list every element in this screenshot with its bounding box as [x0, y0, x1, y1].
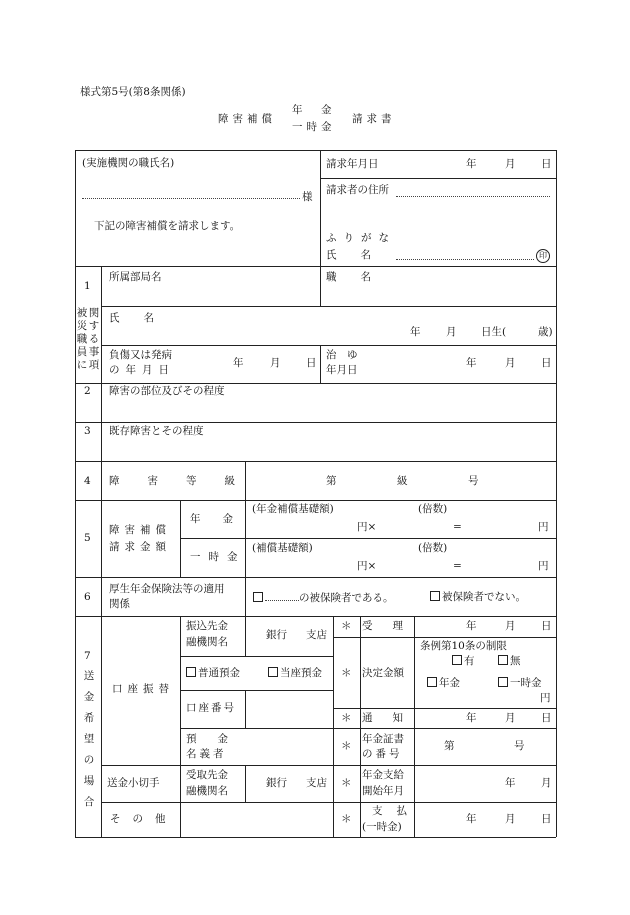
section4-label: 障害等級	[109, 475, 263, 487]
payment-label-1: 支払	[372, 805, 421, 817]
lumpsum-multiplier-label: (倍数)	[418, 542, 448, 554]
decision-pension-option[interactable]: 年金	[427, 677, 460, 690]
section1-number: 1	[84, 280, 91, 292]
requester-name-label: 氏名	[326, 249, 395, 261]
section4-number: 4	[84, 475, 91, 487]
dept-label: 所属部局名	[109, 271, 162, 283]
pension-equals: =	[453, 521, 462, 533]
birth-day: 日生(	[481, 326, 507, 338]
checking-checkbox[interactable]	[268, 667, 278, 677]
limit-no-checkbox[interactable]	[498, 655, 508, 665]
other-label: その他	[110, 813, 178, 825]
lumpsum-base-label: (補償基礎額)	[252, 542, 313, 554]
account-holder-label-2: 名義者	[186, 748, 227, 760]
request-month: 月	[505, 158, 516, 170]
start-year: 年	[505, 777, 516, 789]
limit-label: 条例第10条の制限	[420, 640, 507, 652]
insured-checkbox[interactable]	[253, 592, 263, 602]
start-label-2: 開始年月	[362, 785, 404, 797]
form-title-right: 請求書	[352, 113, 396, 125]
not-insured-option[interactable]: 被保険者でない。	[430, 591, 526, 604]
injury-day-label: 日	[306, 357, 317, 369]
section3-number: 3	[84, 425, 91, 437]
section2-number: 2	[84, 385, 91, 397]
receipt-year: 年	[466, 620, 477, 632]
account-holder-label-1: 預 金	[186, 733, 228, 745]
lumpsum-yen-x: 円×	[357, 560, 377, 572]
transfer-bank-suffix: 銀行	[266, 629, 287, 641]
section5-lumpsum-label: 一時金	[190, 551, 246, 563]
notice-label: 通知	[362, 712, 423, 724]
transfer-branch-suffix: 支店	[306, 629, 327, 641]
section2-label: 障害の部位及びその程度	[109, 385, 225, 397]
payment-label-2: (一時金)	[362, 821, 402, 833]
injury-date-label-1: 負傷又は発病	[109, 349, 172, 361]
request-year: 年	[466, 158, 477, 170]
section5-number: 5	[84, 532, 91, 544]
decision-lumpsum-checkbox[interactable]	[498, 677, 508, 687]
limit-yes-checkbox[interactable]	[452, 655, 462, 665]
payment-asterisk: ＊	[341, 813, 352, 825]
decision-label: 決定金額	[362, 667, 404, 679]
heal-day-label: 日	[541, 357, 552, 369]
birth-year: 年	[410, 326, 421, 338]
sama-suffix: 様	[302, 191, 313, 203]
payment-year: 年	[466, 813, 477, 825]
post-label: 職名	[326, 271, 395, 283]
request-text: 下記の障害補償を請求します。	[94, 220, 241, 232]
grade-kyu: 級	[397, 475, 408, 487]
decision-pension-checkbox[interactable]	[427, 677, 437, 687]
grade-dai: 第	[326, 475, 337, 487]
start-asterisk: ＊	[341, 777, 352, 789]
section6-label-1: 厚生年金保険法等の適用	[109, 583, 225, 595]
form-title-left: 障害補償	[218, 113, 276, 125]
notice-asterisk: ＊	[341, 712, 352, 724]
furigana-label: ふりがな	[326, 232, 396, 244]
form-title-lumpsum: 一時金	[292, 121, 336, 133]
receipt-asterisk: ＊	[341, 620, 352, 632]
start-label-1: 年金支給	[362, 769, 404, 781]
receive-bank-label-2: 融機関名	[186, 785, 228, 797]
receive-branch-suffix: 支店	[306, 777, 327, 789]
receipt-month: 月	[505, 620, 516, 632]
address-label: 請求者の住所	[326, 184, 389, 196]
birth-age: 歳)	[538, 326, 553, 338]
seal-mark: 印	[536, 249, 550, 263]
request-date-label: 請求年月日	[326, 158, 379, 170]
form-number: 様式第5号(第8条関係)	[80, 86, 186, 98]
section6-label-2: 関係	[109, 598, 130, 610]
section7-side-label: 送金希望の場合	[83, 670, 95, 808]
grade-go: 号	[468, 475, 479, 487]
lumpsum-equals: =	[453, 560, 462, 572]
receive-bank-suffix: 銀行	[266, 777, 287, 789]
cert-dai: 第	[444, 740, 455, 752]
decision-yen: 円	[540, 692, 551, 704]
pension-multiplier-label: (倍数)	[418, 503, 448, 515]
section1-side-label: 被災職員に 関する事項	[76, 307, 100, 371]
lumpsum-yen: 円	[538, 560, 549, 572]
account-transfer-label: 口座振替	[112, 683, 174, 695]
cert-asterisk: ＊	[341, 740, 352, 752]
savings-option[interactable]: 普通預金	[186, 667, 240, 680]
transfer-bank-label-1: 振込先金	[186, 620, 228, 632]
receive-bank-label-1: 受取先金	[186, 769, 228, 781]
heal-year-label: 年	[466, 357, 477, 369]
form-title-pension: 年 金	[292, 104, 336, 116]
employee-name-label: 氏名	[109, 312, 178, 324]
checking-option[interactable]: 当座預金	[268, 667, 322, 680]
heal-date-label-1: 治 ゆ	[326, 349, 358, 361]
pension-yen: 円	[538, 521, 549, 533]
notice-day: 日	[541, 712, 552, 724]
birth-month: 月	[446, 326, 457, 338]
section7-number: 7	[84, 650, 91, 662]
receipt-label: 受理	[362, 620, 423, 632]
injury-date-label-2: の年月日	[109, 364, 175, 376]
insured-option[interactable]: の被保険者である。	[253, 591, 394, 605]
limit-yes-option[interactable]: 有	[452, 655, 475, 668]
heal-date-label-2: 年月日	[326, 364, 358, 376]
decision-lumpsum-option[interactable]: 一時金	[498, 677, 542, 690]
section3-label: 既存障害とその程度	[109, 425, 204, 437]
section5-pension-label: 年金	[190, 513, 255, 525]
heal-month-label: 月	[505, 357, 516, 369]
receipt-day: 日	[541, 620, 552, 632]
pension-base-label: (年金補償基礎額)	[252, 503, 334, 515]
account-number-label: 口座番号	[186, 702, 236, 714]
start-month: 月	[541, 777, 552, 789]
decision-asterisk: ＊	[341, 667, 352, 679]
section6-number: 6	[84, 591, 91, 603]
official-label: (実施機関の職氏名)	[82, 157, 175, 169]
payment-month: 月	[505, 813, 516, 825]
remittance-check-label: 送金小切手	[107, 777, 160, 789]
not-insured-checkbox[interactable]	[430, 591, 440, 601]
cert-label-1: 年金証書	[362, 733, 404, 745]
notice-month: 月	[505, 712, 516, 724]
cert-go: 号	[514, 740, 525, 752]
section5-label-2: 請求金額	[109, 541, 171, 553]
transfer-bank-label-2: 融機関名	[186, 636, 228, 648]
savings-checkbox[interactable]	[186, 667, 196, 677]
cert-label-2: の番号	[362, 748, 403, 760]
payment-day: 日	[541, 813, 552, 825]
pension-yen-x: 円×	[357, 521, 377, 533]
limit-no-option[interactable]: 無	[498, 655, 521, 668]
request-day: 日	[541, 158, 552, 170]
section5-label-1: 障害補償	[109, 524, 171, 536]
notice-year: 年	[466, 712, 477, 724]
injury-month-label: 月	[270, 357, 281, 369]
injury-year-label: 年	[233, 357, 244, 369]
